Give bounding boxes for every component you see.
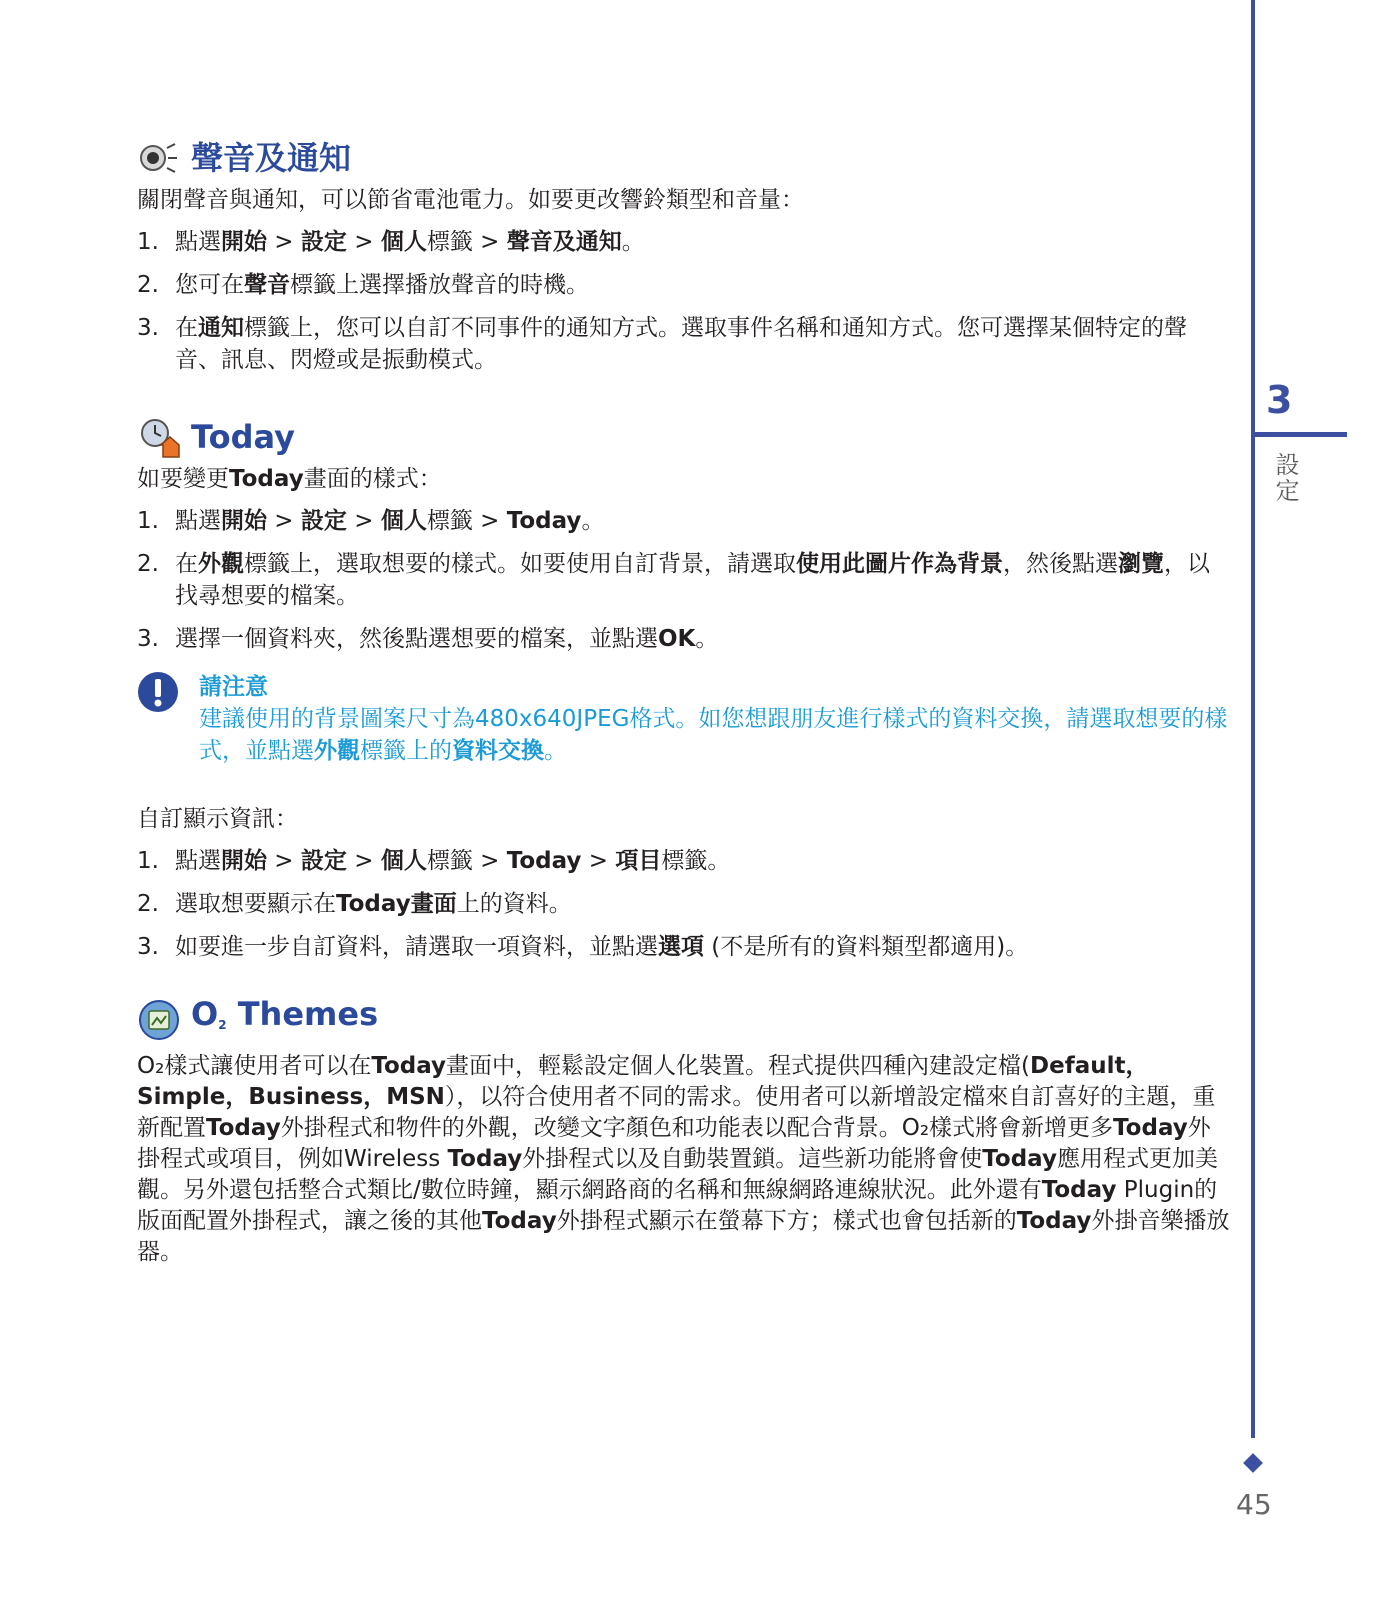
today-intro: 如要變更Today畫面的樣式： bbox=[137, 466, 442, 492]
note-content bbox=[199, 671, 1232, 767]
step-number: 3. bbox=[137, 626, 159, 652]
diamond-icon bbox=[1243, 1453, 1263, 1473]
note-box bbox=[137, 671, 1232, 767]
step-number: 3. bbox=[137, 934, 159, 960]
themes-icon bbox=[137, 998, 181, 1042]
step-number: 2. bbox=[137, 891, 159, 917]
page-number: 45 bbox=[1236, 1488, 1272, 1521]
step-text: 如要進一步自訂資料，請選取一項資料，並點選選項 (不是所有的資料類型都適用)。 bbox=[175, 934, 1029, 960]
custom-steps bbox=[137, 845, 1232, 963]
step-text: 點選開始 > 設定 > 個人標籤 > Today。 bbox=[175, 508, 605, 534]
step-text: 在通知標籤上，您可以自訂不同事件的通知方式。選取事件名稱和通知方式。您可選擇某個特定的聲音、訊息、閃燈或是振動模式。 bbox=[175, 315, 1187, 373]
step-number: 1. bbox=[137, 508, 159, 534]
note-text: 建議使用的背景圖案尺寸為480x640JPEG格式。如您想跟朋友進行樣式的資料交換，請選取想要的樣式，並點選外觀標籤上的資料交換。 bbox=[199, 706, 1228, 764]
themes-section-header bbox=[137, 992, 1232, 1047]
sidebar-line bbox=[1251, 0, 1255, 1438]
list-item bbox=[137, 931, 1232, 963]
sound-intro: 關閉聲音與通知，可以節省電池電力。如要更改響鈴類型和音量： bbox=[137, 187, 804, 213]
step-text: 選擇一個資料夾，然後點選想要的檔案，並點選OK。 bbox=[175, 626, 719, 652]
today-icon bbox=[137, 415, 181, 459]
themes-body: O₂樣式讓使用者可以在Today畫面中，輕鬆設定個人化裝置。程式提供四種內建設定檔(Default，Simple，Business，MSN），以符合使用者不同的需求。使用者可以新增設定檔來自訂喜好的主題，重新配置Today外掛程式和物件的外觀，改變文字顏色和功能表以配合背景。O₂樣式將會新增更多Today外掛程式或項目，例如Wireless Today外掛程式以及自動裝置鎖。這些新功能將會使Today應用程式更加美觀。另外還包括整合式類比/數位時鐘，顯示網路商的名稱和無線網路連線狀況。此外還有Today Plugin的版面配置外掛程式，讓之後的其他Today外掛程式顯示在螢幕下方；樣式也會包括新的Today外掛音樂播放器。 bbox=[137, 1053, 1230, 1265]
themes-section-title: $O_2$ Themes bbox=[191, 995, 379, 1033]
list-item bbox=[137, 845, 1232, 877]
step-number: 1. bbox=[137, 229, 159, 255]
step-number: 1. bbox=[137, 848, 159, 874]
step-text: 點選開始 > 設定 > 個人標籤 > 聲音及通知。 bbox=[175, 229, 645, 255]
step-text: 您可在聲音標籤上選擇播放聲音的時機。 bbox=[175, 272, 589, 298]
step-text: 在外觀標籤上，選取想要的樣式。如要使用自訂背景，請選取使用此圖片作為背景，然後點選瀏覽，以找尋想要的檔案。 bbox=[175, 551, 1210, 609]
list-item bbox=[137, 888, 1232, 920]
list-item bbox=[137, 312, 1232, 376]
exclamation-icon bbox=[137, 671, 179, 713]
list-item bbox=[137, 226, 1232, 258]
custom-intro: 自訂顯示資訊： bbox=[137, 806, 298, 832]
page-content bbox=[137, 136, 1232, 1268]
list-item bbox=[137, 623, 1232, 655]
sound-steps bbox=[137, 226, 1232, 376]
chapter-label: 設定 bbox=[1271, 452, 1299, 504]
step-text: 選取想要顯示在Today畫面上的資料。 bbox=[175, 891, 572, 917]
today-steps bbox=[137, 505, 1232, 655]
step-number: 2. bbox=[137, 272, 159, 298]
today-section-title: Today bbox=[191, 418, 295, 456]
step-number: 3. bbox=[137, 315, 159, 341]
sound-section-header bbox=[137, 136, 1232, 180]
step-text: 點選開始 > 設定 > 個人標籤 > Today > 項目標籤。 bbox=[175, 848, 731, 874]
speaker-icon bbox=[137, 136, 181, 180]
chapter-bar bbox=[1251, 432, 1347, 437]
sound-section-title: 聲音及通知 bbox=[191, 139, 352, 177]
note-title: 請注意 bbox=[199, 674, 268, 700]
list-item bbox=[137, 548, 1232, 612]
list-item bbox=[137, 505, 1232, 537]
today-section-header bbox=[137, 415, 1232, 459]
list-item bbox=[137, 269, 1232, 301]
step-number: 2. bbox=[137, 551, 159, 577]
chapter-number: 3 bbox=[1266, 378, 1293, 422]
